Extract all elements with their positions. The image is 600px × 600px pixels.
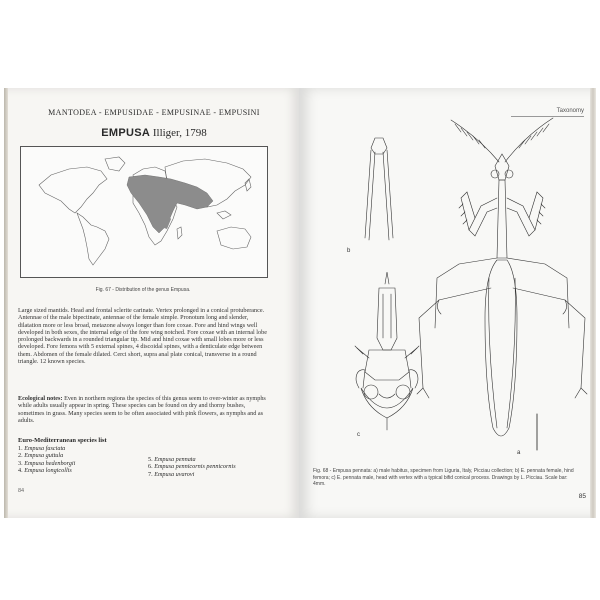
species-list-column-1 [18,445,75,475]
greenland-outline [105,157,125,171]
figure-label-a: a [517,450,521,456]
genus-title [14,127,294,139]
list-item: 4. Empusa longicollis [18,467,72,475]
section-heading: MANTODEA - EMPUSIDAE - EMPUSINAE - EMPUSINI [48,108,260,117]
distribution-map [20,146,268,278]
right-page-edge [590,88,596,518]
genus-name: EMPUSA [101,127,151,139]
genus-author: Illiger, 1798 [152,127,207,139]
figure-caption-right: Fig. 68 - Empusa pennata: a) male habitus, specimen from Liguria, Italy, Picciau collection; b) E. pennata female, hind femora; c) E. pennata male, head with vertex with a typical bifid conical process. Drawings by L. Picciau. Scale bar: 4mm. [313,468,574,488]
south-america-outline [77,213,109,265]
world-map-figure [21,147,267,277]
australia-outline [217,227,251,249]
figure-caption-left: Fig. 67 - Distribution of the genus Empusa. [95,287,191,293]
ecological-notes-label: Ecological notes: [18,395,63,402]
figure-c-head-view [355,272,419,430]
figure-b-hind-femur [365,138,393,240]
southeast-asia-islands-outline [217,211,231,219]
list-item: 3. Empusa hedenborgii [18,459,76,467]
running-head: Taxonomy [556,108,584,114]
north-america-outline [39,167,107,213]
right-page [299,88,596,518]
left-page-edge [4,88,8,518]
ecological-notes-text: Even in northern regions the species of this genus seem to over-winter as nymphs while adults usually appear in spring. These species can be found on dry and thorny bushes, sometimes in grass. Many species seem to be often associated with pink flowers, as nymphs and as adults. [18,395,266,424]
mantis-illustration [299,88,596,468]
list-item: 1. Empusa fasciata [18,445,66,452]
list-item: 5. Empusa pennata [148,456,196,463]
list-item: 2. Empusa guttula [18,452,64,460]
list-item: 7. Empusa uvarovi [148,470,195,478]
distribution-range [127,175,213,233]
genus-description: Large sized mantids. Head and frontal sclerite carinate. Vertex prolonged in a conical protuberance. Antennae of the male bipectinate, antennae of the female simple. Pronotum long and slender, dilatation more or less broad, metazone always longer than fore coxae. Fore and hind wings well developed in both sexes, the internal edge of the fore wing notched. Fore coxae with an internal lobe prolonged backwards in a rounded triangular tip. Mid and hind coxae with small lobes more or less developed. Fore femora with 5 external spines, 4 discoidal spines, with a denticulate edge between them. Abdomen of the female dilated. Cerci short, supra anal plate conical, transverse in a round triangle. 12 known species. [18,307,267,366]
species-list-heading: Euro-Mediterranean species list [18,437,107,444]
ecological-notes [18,395,270,424]
left-page [4,88,299,518]
species-list-column-2 [148,456,236,478]
madagascar-outline [177,227,182,239]
figure-label-b: b [347,248,351,254]
figure-a-male-habitus [417,118,587,436]
page-number-right: 85 [578,493,586,500]
list-item: 6. Empusa pennicornis pennicornis [148,463,236,471]
book-spread [0,88,600,518]
figure-label-c: c [357,432,360,438]
page-number-left: 84 [18,488,25,494]
